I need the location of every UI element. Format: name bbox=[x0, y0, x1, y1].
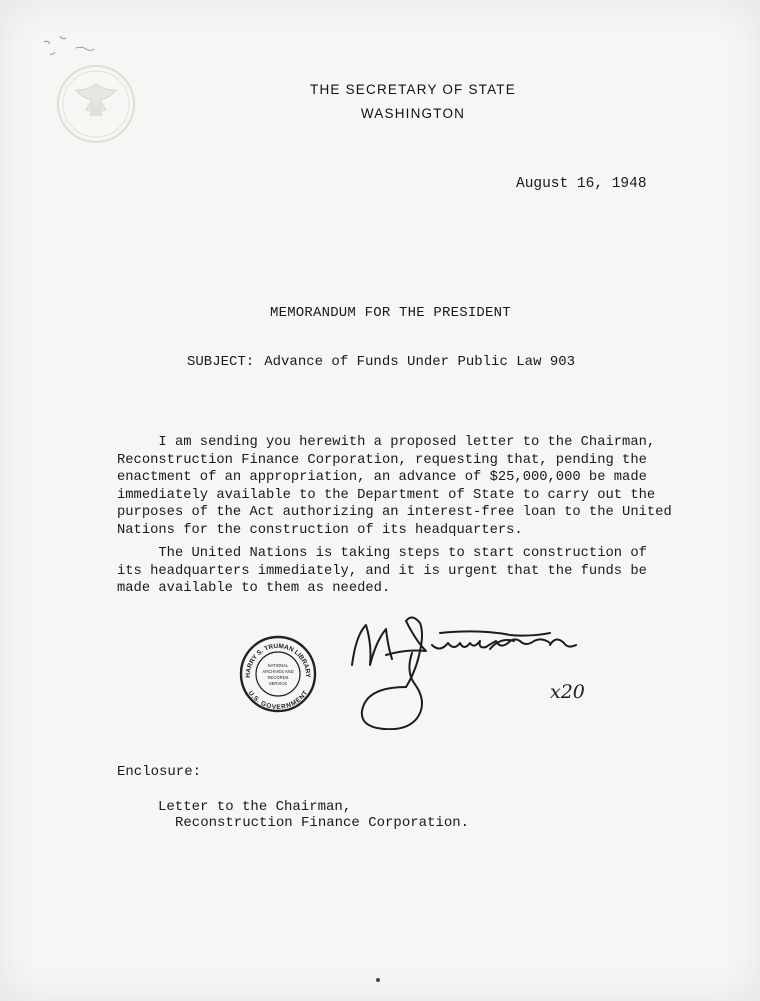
stamp-center-line: RECORDS bbox=[267, 675, 289, 680]
subject-line bbox=[187, 354, 575, 370]
body-paragraph-1 bbox=[117, 434, 717, 539]
paragraph-line: Nations for the construction of its headquarters. bbox=[117, 522, 523, 538]
enclosure-line: Letter to the Chairman, bbox=[158, 799, 352, 815]
svg-text:U.S. GOVERNMENT bbox=[247, 690, 310, 711]
paragraph-line: its headquarters immediately, and it is urgent that the funds be bbox=[117, 563, 647, 579]
subject-label: SUBJECT: bbox=[187, 354, 255, 370]
paragraph-line: Reconstruction Finance Corporation, requesting that, pending the bbox=[117, 452, 647, 468]
stamp-center-line: SERVICE bbox=[268, 681, 288, 686]
body-paragraph-2 bbox=[117, 545, 717, 598]
stamp-center-line: ARCHIVES AND bbox=[262, 669, 294, 674]
memo-date: August 16, 1948 bbox=[516, 176, 647, 192]
embossed-seal-icon bbox=[54, 62, 138, 146]
stamp-center-line: NATIONAL bbox=[267, 663, 289, 668]
letterhead-city: WASHINGTON bbox=[360, 106, 466, 121]
enclosure-line: Reconstruction Finance Corporation. bbox=[175, 815, 470, 831]
letterhead-title: THE SECRETARY OF STATE bbox=[310, 82, 516, 97]
paragraph-line: enactment of an appropriation, an advance of $25,000,000 be made bbox=[117, 470, 647, 485]
handwritten-signature bbox=[340, 605, 610, 730]
archive-stamp bbox=[238, 634, 318, 714]
handwritten-annotation bbox=[548, 678, 598, 704]
paper-speck bbox=[376, 978, 380, 982]
paragraph-line: purposes of the Act authorizing an interest-free loan to the United bbox=[117, 505, 672, 520]
stamp-bottom-text: U.S. GOVERNMENT bbox=[246, 689, 310, 712]
paragraph-line: I am sending you herewith a proposed letter to the Chairman, bbox=[117, 435, 656, 450]
subject-text: Advance of Funds Under Public Law 903 bbox=[264, 354, 576, 370]
paragraph-line: The United Nations is taking steps to start construction of bbox=[117, 546, 647, 561]
paragraph-line: made available to them as needed. bbox=[117, 581, 391, 596]
annotation-text: x20 bbox=[550, 681, 585, 703]
memo-title: MEMORANDUM FOR THE PRESIDENT bbox=[270, 305, 511, 321]
paragraph-line: immediately available to the Department of State to carry out the bbox=[117, 487, 656, 503]
enclosure-label: Enclosure: bbox=[117, 764, 202, 780]
stamp-top-text: HARRY S. TRUMAN LIBRARY bbox=[244, 642, 312, 678]
